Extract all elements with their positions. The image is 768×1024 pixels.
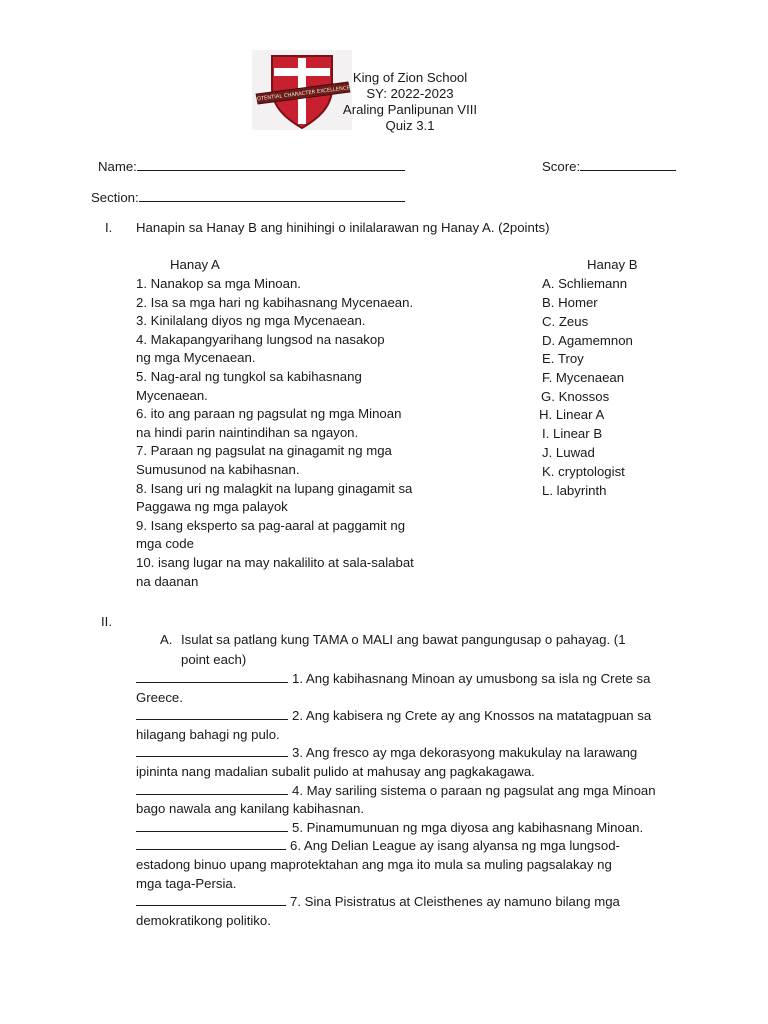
tama-mali-item-continuation: [136, 912, 271, 930]
tama-mali-item-continuation: [136, 875, 236, 893]
hanay-b-choice: D. Agamemnon: [542, 333, 633, 348]
answer-blank[interactable]: [136, 670, 288, 683]
tama-mali-item: [136, 893, 620, 911]
hanay-b-choice: H. Linear A: [539, 407, 605, 422]
name-label: Name:: [98, 159, 137, 174]
hanay-a-line: 9. Isang eksperto sa pag-aaral at paggamit ng: [136, 517, 406, 533]
answer-blank[interactable]: [136, 782, 288, 795]
part1-numeral: I.: [105, 220, 113, 235]
hanay-b-choice: G. Knossos: [541, 389, 610, 404]
tama-mali-text: 5. Pinamumunuan ng mga diyosa ang kabihasnang Minoan.: [292, 819, 644, 835]
score-field: [542, 157, 676, 175]
part1-instruction: Hanapin sa Hanay B ang hinihingi o inilalarawan ng Hanay A. (2points): [136, 220, 550, 235]
section-blank[interactable]: [139, 188, 405, 202]
hanay-b-choice: B. Homer: [542, 295, 598, 310]
tama-mali-text: hilagang bahagi ng pulo.: [136, 726, 280, 742]
hanay-b-title: Hanay B: [587, 257, 638, 272]
tama-mali-text: 7. Sina Pisistratus at Cleisthenes ay namuno bilang mga: [290, 894, 620, 910]
hanay-b-choice: A. Schliemann: [542, 276, 628, 291]
hanay-b-choice: C. Zeus: [542, 314, 589, 329]
answer-blank[interactable]: [136, 837, 286, 850]
hanay-a-line: 10. isang lugar na may nakalilito at sala-salabat: [136, 555, 414, 570]
tama-mali-item-continuation: [136, 800, 364, 818]
hanay-b-choice: I. Linear B: [542, 426, 603, 441]
tama-mali-text: mga taga-Persia.: [136, 875, 237, 891]
tama-mali-item-continuation: [136, 726, 280, 744]
tama-mali-text: 3. Ang fresco ay mga dekorasyong makukulay na larawang: [292, 745, 638, 761]
hanay-b-choice: K. cryptologist: [542, 464, 625, 479]
quiz-title: Quiz 3.1: [385, 118, 435, 133]
part2-numeral: II.: [101, 614, 112, 629]
answer-blank[interactable]: [136, 744, 288, 757]
section-field: [91, 188, 405, 206]
part2-sub-letter: A.: [160, 632, 173, 647]
section-label: Section:: [91, 190, 139, 205]
tama-mali-text: 6. Ang Delian League ay isang alyansa ng mga lungsod-: [290, 838, 620, 854]
hanay-a-line: mga code: [136, 536, 194, 552]
tama-mali-item: [136, 670, 651, 688]
school-name: King of Zion School: [352, 70, 468, 85]
hanay-a-line: na hindi parin naintindihan sa ngayon.: [136, 424, 359, 440]
tama-mali-item: [136, 744, 637, 762]
tama-mali-item: [136, 819, 643, 837]
hanay-a-line: 1. Nanakop sa mga Minoan.: [136, 276, 301, 291]
school-year: SY: 2022-2023: [366, 86, 454, 101]
part2-instruction-line2: point each): [181, 652, 247, 667]
hanay-b-choice: F. Mycenaean: [542, 370, 625, 385]
hanay-a-line: na daanan: [136, 573, 199, 589]
hanay-a-line: 8. Isang uri ng malagkit na lupang ginagamit sa: [136, 480, 413, 496]
score-blank[interactable]: [580, 157, 676, 171]
hanay-b-choice: E. Troy: [542, 351, 584, 366]
answer-blank[interactable]: [136, 893, 286, 906]
tama-mali-text: 2. Ang kabisera ng Crete ay ang Knossos na matatagpuan sa: [292, 708, 652, 724]
tama-mali-item: [136, 837, 620, 855]
tama-mali-text: 4. May sariling sistema o paraan ng pagsulat ang mga Minoan: [292, 782, 656, 798]
answer-blank[interactable]: [136, 707, 288, 720]
hanay-b-choice: L. labyrinth: [542, 483, 607, 498]
svg-text:POTENTIAL CHARACTER EXCELLENCE: POTENTIAL CHARACTER EXCELLENCE: [253, 85, 351, 103]
tama-mali-text: ipininta nang madalian subalit pulido at mahusay ang pagkakagawa.: [136, 764, 535, 779]
tama-mali-text: estadong binuo upang maprotektahan ang mga ito mula sa muling pagsalakay ng: [136, 857, 612, 872]
tama-mali-text: 1. Ang kabihasnang Minoan ay umusbong sa isla ng Crete sa: [292, 671, 651, 686]
hanay-a-title: Hanay A: [170, 257, 220, 272]
hanay-a-line: 3. Kinilalang diyos ng mga Mycenaean.: [136, 313, 366, 329]
tama-mali-item: [136, 782, 656, 800]
answer-blank[interactable]: [136, 819, 288, 832]
tama-mali-item: [136, 707, 651, 725]
hanay-a-line: 6. ito ang paraan ng pagsulat ng mga Minoan: [136, 406, 402, 422]
subject-title: Araling Panlipunan VIII: [342, 102, 478, 117]
hanay-a-line: 2. Isa sa mga hari ng kabihasnang Mycenaean.: [136, 294, 414, 310]
hanay-a-line: 7. Paraan ng pagsulat na ginagamit ng mga: [136, 443, 392, 459]
name-field: [98, 157, 405, 175]
hanay-a-line: Paggawa ng mga palayok: [136, 499, 288, 515]
score-label: Score:: [542, 159, 581, 174]
hanay-a-line: Mycenaean.: [136, 387, 208, 403]
hanay-a-line: 4. Makapangyarihang lungsod na nasakop: [136, 331, 385, 347]
tama-mali-text: demokratikong politiko.: [136, 912, 271, 928]
hanay-a-line: ng mga Mycenaean.: [136, 350, 256, 366]
hanay-a-line: Sumusunod na kabihasnan.: [136, 462, 300, 477]
hanay-a-line: 5. Nag-aral ng tungkol sa kabihasnang: [136, 369, 362, 384]
tama-mali-text: Greece.: [136, 689, 183, 705]
tama-mali-item-continuation: [136, 763, 535, 781]
tama-mali-item-continuation: [136, 856, 612, 874]
tama-mali-item-continuation: [136, 689, 183, 707]
part2-instruction-line1: Isulat sa patlang kung TAMA o MALI ang bawat pangungusap o pahayag. (1: [181, 632, 626, 647]
hanay-b-choice: J. Luwad: [542, 445, 595, 460]
tama-mali-text: bago nawala ang kanilang kabihasnan.: [136, 801, 365, 817]
name-blank[interactable]: [137, 157, 405, 171]
